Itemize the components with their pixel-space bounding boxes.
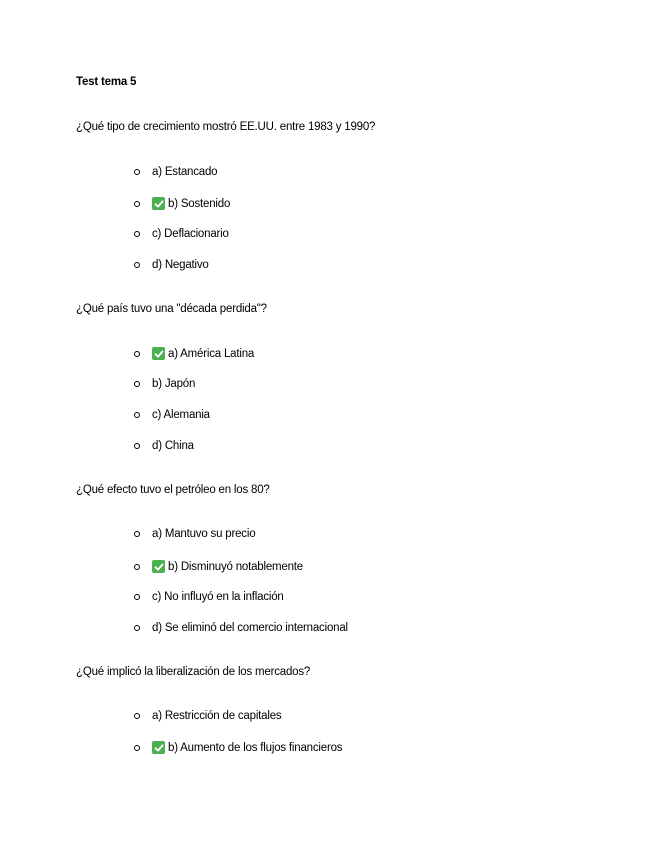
option-label: a) Mantuvo su precio: [152, 528, 256, 540]
bullet-icon: [134, 201, 140, 207]
bullet-icon: [134, 443, 140, 449]
question-4-option-b: [134, 741, 342, 754]
option-label: c) Alemania: [152, 409, 210, 421]
option-label: b) Japón: [152, 378, 196, 390]
option-label: a) América Latina: [168, 347, 255, 360]
option-label: d) China: [152, 440, 194, 452]
bullet-icon: [134, 231, 140, 237]
question-3-option-a: [134, 528, 255, 540]
question-3-option-c: [134, 591, 284, 603]
bullet-icon: [134, 625, 140, 631]
option-label: a) Estancado: [152, 166, 218, 178]
question-2: ¿Qué país tuvo una "década perdida"?: [76, 303, 267, 315]
option-label: b) Aumento de los flujos financieros: [168, 741, 343, 754]
question-1-option-d: [134, 259, 209, 271]
question-2-option-c: [134, 409, 210, 421]
bullet-icon: [134, 564, 140, 570]
document-title: Test tema 5: [76, 76, 137, 88]
bullet-icon: [134, 381, 140, 387]
question-1-option-a: [134, 166, 217, 178]
question-3: ¿Qué efecto tuvo el petróleo en los 80?: [76, 484, 270, 496]
bullet-icon: [134, 412, 140, 418]
bullet-icon: [134, 262, 140, 268]
check-mark-icon: [152, 560, 165, 573]
question-3-option-d: [134, 622, 348, 634]
option-label: d) Negativo: [152, 259, 209, 271]
bullet-icon: [134, 351, 140, 357]
option-label: d) Se eliminó del comercio internacional: [152, 622, 348, 634]
question-4: ¿Qué implicó la liberalización de los mercados?: [76, 666, 311, 678]
check-mark-icon: [152, 347, 165, 360]
question-2-option-a: [134, 347, 254, 360]
option-label: c) Deflacionario: [152, 228, 229, 240]
question-4-option-a: [134, 710, 281, 722]
check-mark-icon: [152, 741, 165, 754]
option-label: b) Disminuyó notablemente: [168, 560, 303, 573]
question-1-option-b: [134, 197, 230, 210]
option-label: c) No influyó en la inflación: [152, 591, 284, 603]
option-label: b) Sostenido: [168, 197, 231, 210]
bullet-icon: [134, 594, 140, 600]
question-1: ¿Qué tipo de crecimiento mostró EE.UU. entre 1983 y 1990?: [76, 121, 376, 133]
bullet-icon: [134, 531, 140, 537]
bullet-icon: [134, 169, 140, 175]
question-1-option-c: [134, 228, 229, 240]
question-2-option-d: [134, 440, 194, 452]
question-2-option-b: [134, 378, 195, 390]
option-label: a) Restricción de capitales: [152, 710, 282, 722]
check-mark-icon: [152, 197, 165, 210]
question-3-option-b: [134, 560, 303, 573]
bullet-icon: [134, 745, 140, 751]
bullet-icon: [134, 713, 140, 719]
